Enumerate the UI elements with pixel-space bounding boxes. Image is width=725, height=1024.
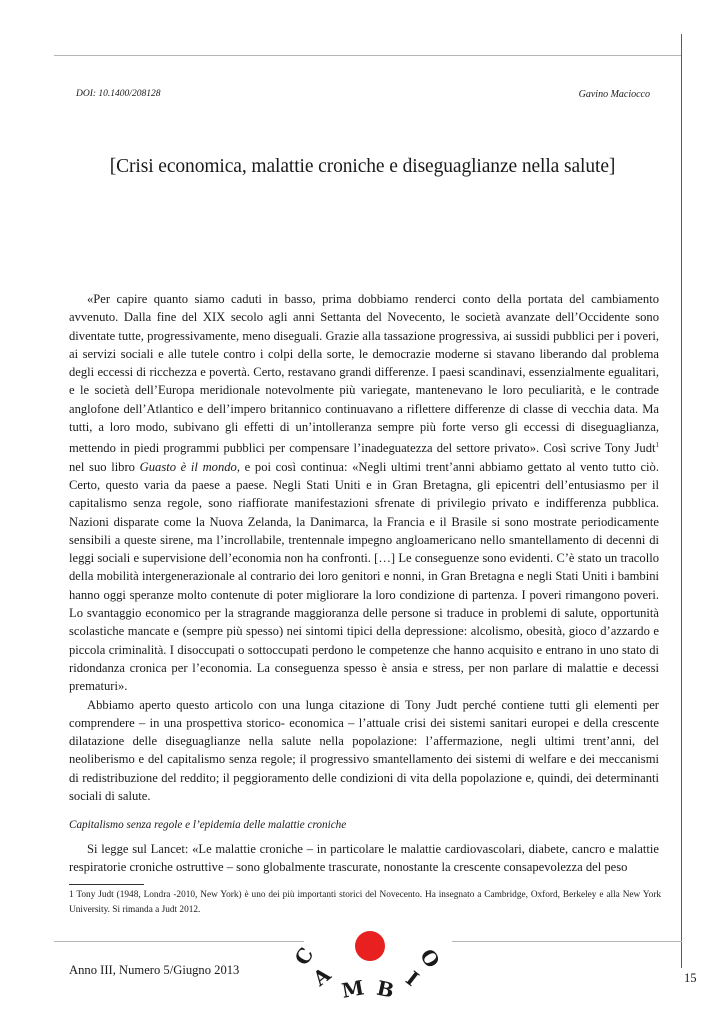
book-title: Guasto è il mondo xyxy=(139,459,237,474)
logo-letter-c: C xyxy=(289,943,319,970)
paragraph-1 xyxy=(69,290,659,696)
footer-rule-right xyxy=(452,941,682,942)
section-body xyxy=(69,840,659,877)
logo-red-circle xyxy=(355,931,385,961)
quote-part-b: nel suo libro xyxy=(69,459,140,474)
quote-part-c: , e poi così continua: «Negli ultimi trent’anni abbiamo gettato al vento tutto ciò. Certo, questo varia da paese a paese. Negli Stati Uniti e in Gran Bretagna, gli epicentri dell’entusiasmo per il capitalismo senza regole, sono riaffiorate manifestazioni sfrenate di privilegio privato e indifferenza pubblica. Nazioni disparate come la Nuova Zelanda, la Danimarca, la Francia e il Brasile si sono mostrate periodicamente sensibili a queste sirene, ma l’incrollabile, trentennale impegno angloamericano nello smantellamento di decenni di leggi sociali e supervisione dell’economia non ha confronti. […] Le conseguenze sono evidenti. C’è stato un tracollo della mobilità intergenerazionale al contrario dei loro genitori e nonni, in Gran Bretagna e negli Stati Uniti i bambini hanno oggi speranze molto contenute di poter migliorare la loro condizione di partenza. I poveri rimangono poveri. Lo svantaggio economico per la stragrande maggioranza delle persone si traduce in problemi di salute, opportunità scolastiche mancate e (sempre più spesso) nei sintomi tipici della depressione: alcolismo, obesità, gioco d’azzardo e piccola criminalità. I disoccupati o sottoccupati perdono le competenze che hanno acquisito e entrano in uno stato di ridondanza cronica per l’economia. La conseguenza spesso è ansia e stress, per non parlare di malattie e decessi prematuri». xyxy=(69,459,659,694)
author-name: Gavino Maciocco xyxy=(578,89,650,100)
paragraph-2: Abbiamo aperto questo articolo con una lunga citazione di Tony Judt perché contiene tutti gli elementi per comprendere – in una prospettiva storico- economica – l’attuale crisi dei sistemi sanitari europei e della crescente dilatazione delle diseguaglianze nella salute nella popolazione: l’affermazione, negli ultimi trent’anni, del neoliberismo e del capitalismo senza regole; il progressivo smantellamento dei sistemi di welfare e dei meccanismi di redistribuzione del reddito; il peggioramento delle condizioni di vita della popolazione e, quindi, dei determinanti sociali di salute. xyxy=(69,697,659,804)
logo-letter-b: B xyxy=(374,975,397,1003)
section-paragraph-1: Si legge sul Lancet: «Le malattie croniche – in particolare le malattie cardiovascolari, diabete, cancro e malattie respiratorie croniche ostruttive – sono globalmente trascurate, nonostante la crescente consapevolezza del peso xyxy=(69,842,659,875)
logo-letter-m: M xyxy=(339,975,366,1003)
footnote: 1 Tony Judt (1948, Londra -2010, New York) è uno dei più importanti storici del Novecento. Ha insegnato a Cambridge, Oxford, Berkeley e alla New York University. Si rimanda a Judt 2012. xyxy=(69,890,661,915)
cambio-logo xyxy=(289,924,446,1004)
logo-letter-o: O xyxy=(415,944,445,973)
quote-part-a: «Per capire quanto siamo caduti in basso, prima dobbiamo renderci conto della portata del cambiamento avvenuto. Dalla fine del XIX secolo agli anni Settanta del Novecento, le società avanzate dell’Occidente sono diventate tutte, progressivamente, meno diseguali. Grazie alla tassazione progressiva, ai sussidi pubblici per i poveri, ai servizi sociali e alle tutele contro i colpi della sorte, le democrazie moderne si stavano liberando dal problema degli eccessi di ricchezza e povertà. Certo, restavano grandi differenze. I paesi scandinavi, essenzialmente egualitari, e le società dell’Europa meridionale notevolmente più variegate, mantenevano le loro peculiarità, e le contrade anglofone dell’Atlantico e dell’impero britannico continuavano a riflettere differenze di classe di vecchia data. Ma tutti, a loro modo, subivano gli effetti di un’intolleranza sempre più forte verso gli eccessi di diseguaglianza, mettendo in piedi programmi pubblici per compensare l’inadeguatezza del settore privato». Così scrive Tony Judt xyxy=(69,292,659,456)
header-rule xyxy=(54,55,681,56)
footnote-rule xyxy=(69,884,144,885)
issue-info: Anno III, Numero 5/Giugno 2013 xyxy=(69,963,240,977)
article-body xyxy=(69,290,659,805)
doi: DOI: 10.1400/208128 xyxy=(76,89,161,99)
article-title: [Crisi economica, malattie croniche e diseguaglianze nella salute] xyxy=(109,156,616,177)
logo-letter-a: A xyxy=(308,962,336,991)
footer-rule-left xyxy=(54,941,304,942)
page-number: 15 xyxy=(684,971,697,985)
section-heading: Capitalismo senza regole e l’epidemia delle malattie croniche xyxy=(69,819,347,831)
logo-letter-i: I xyxy=(401,966,424,991)
footnote-ref[interactable]: 1 xyxy=(655,441,659,450)
